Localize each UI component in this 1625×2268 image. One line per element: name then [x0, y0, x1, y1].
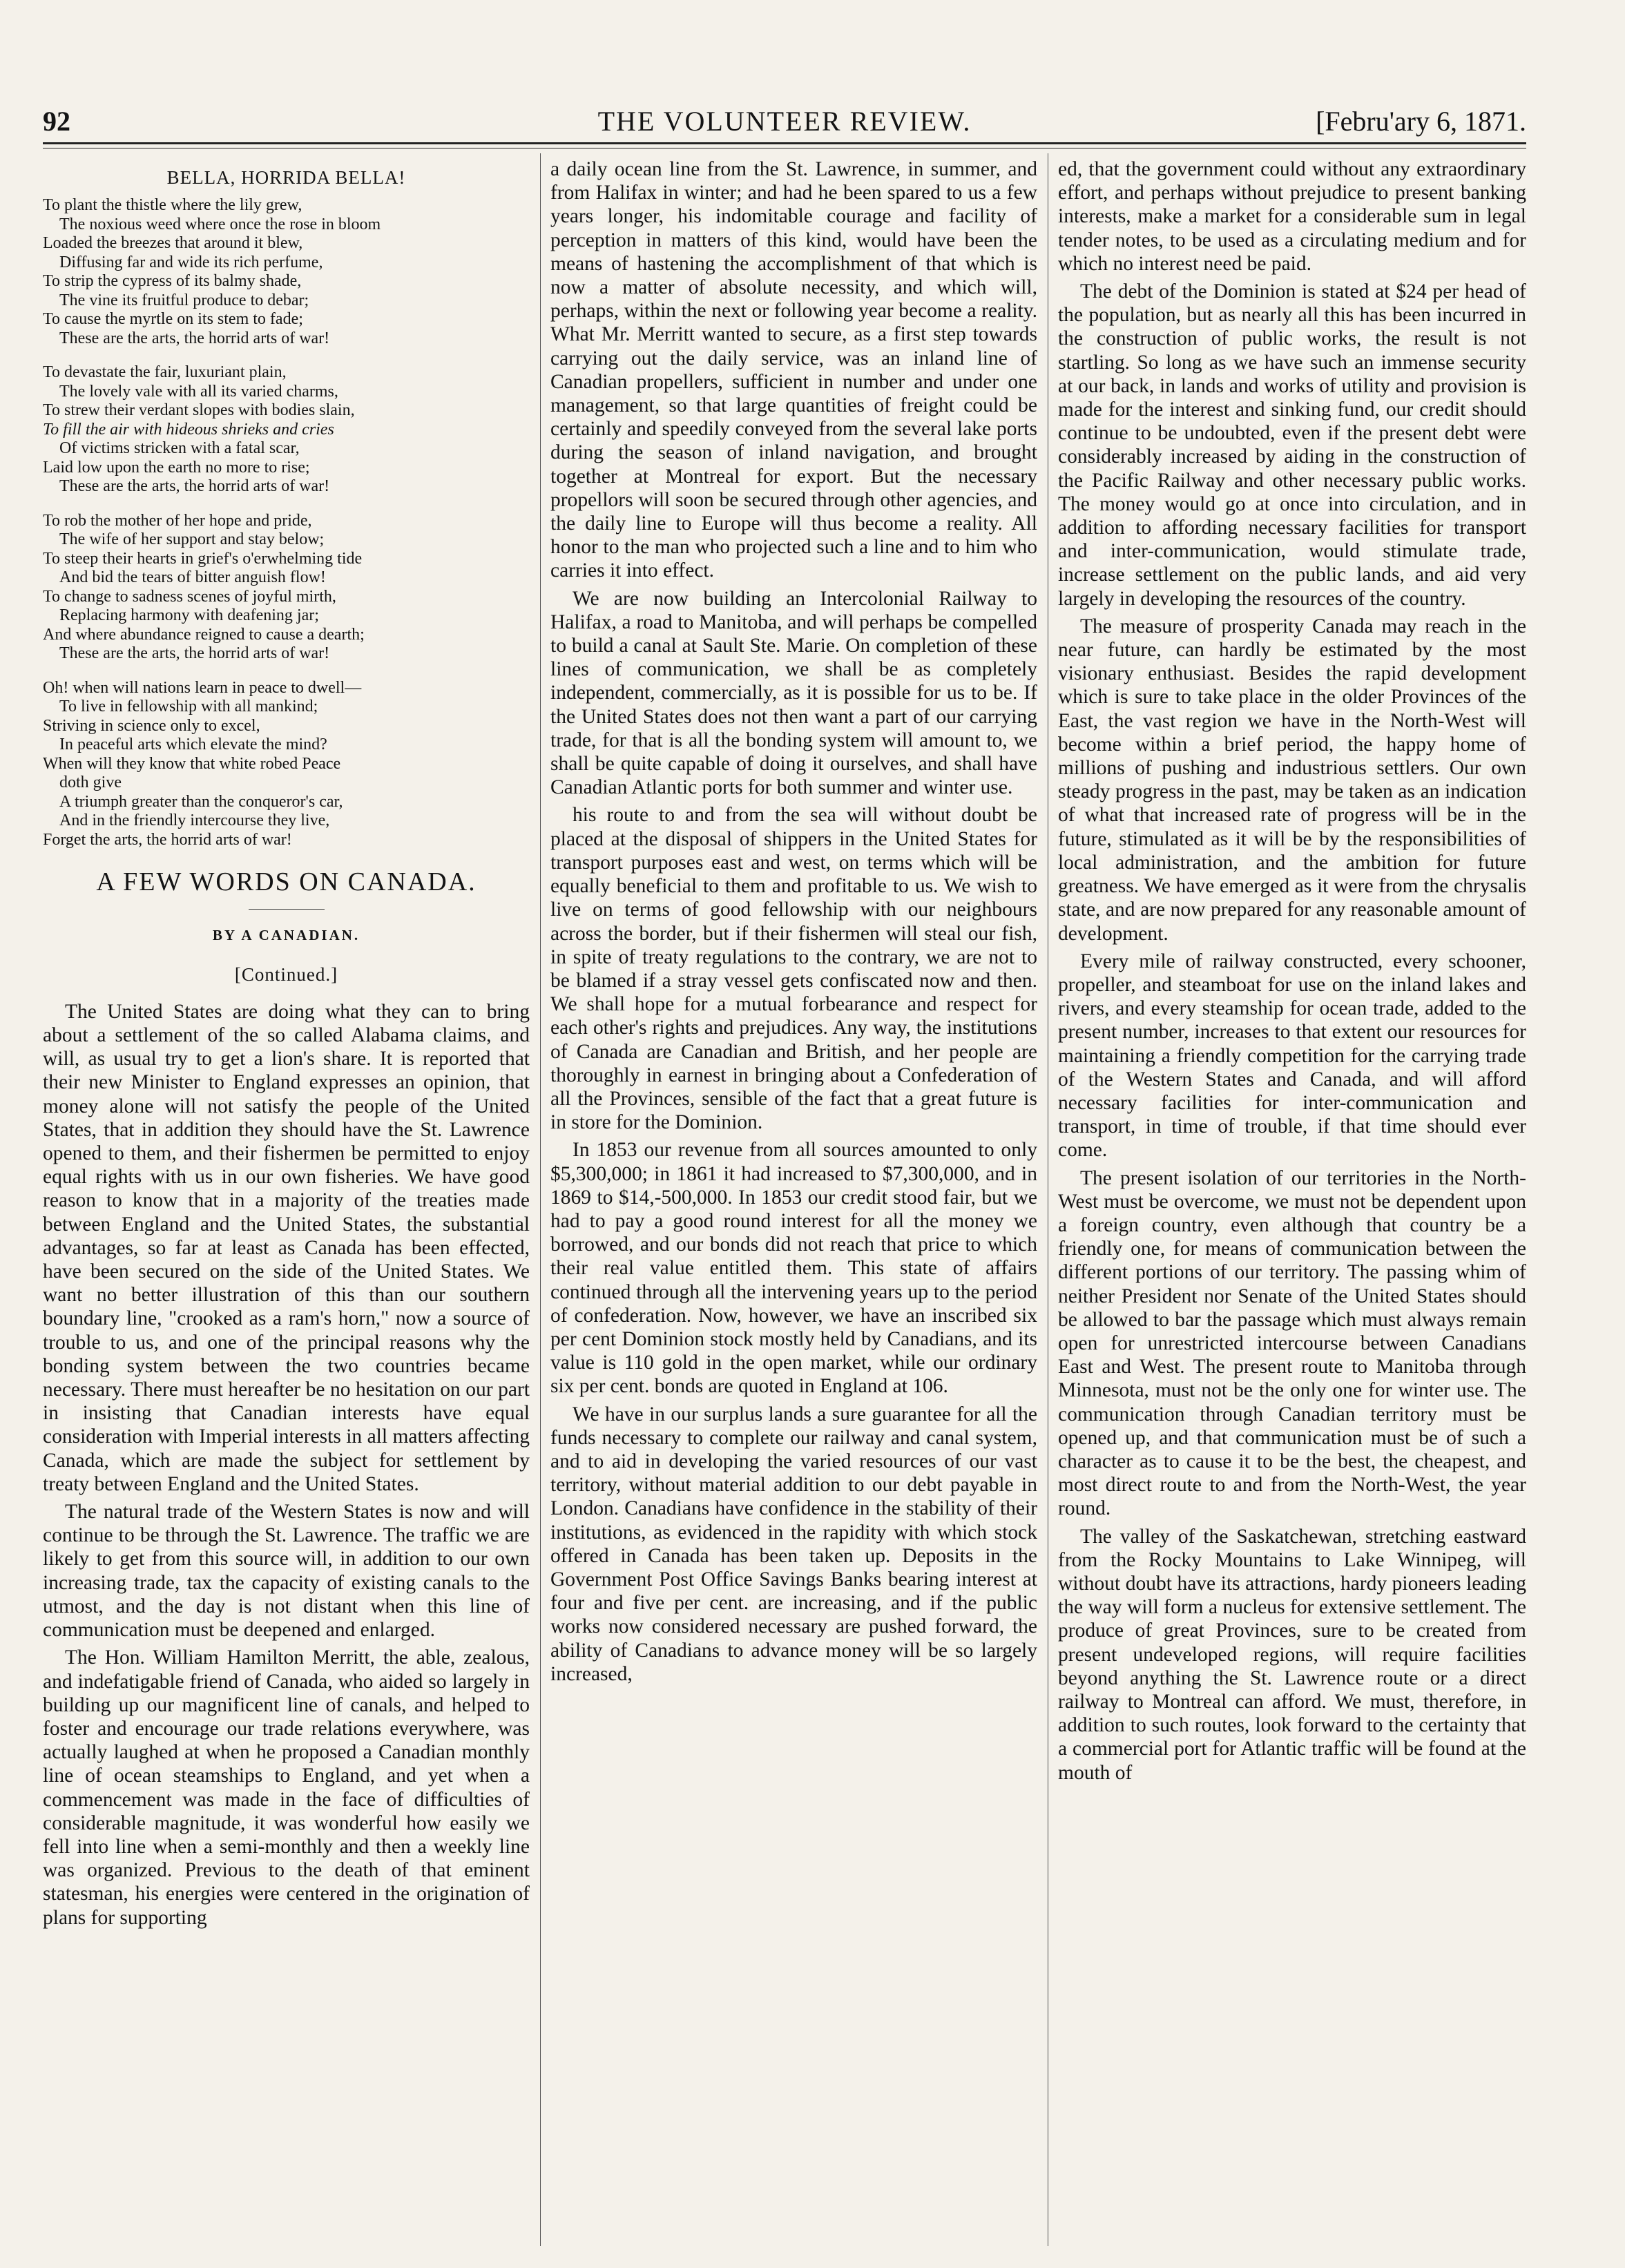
article-paragraph: The valley of the Saskatchewan, stretching eastward from the Rocky Mountains to Lake Winnipeg, will without doubt have its attractions, hardy pioneers leading the way will form a nucleus for extensive settlement. The produce of great Provinces, sure to be created from present undeveloped regions, will require facilities beyond anything the St. Lawrence route or a direct railway to Montreal can afford. We must, therefore, in addition to such routes, look forward to the certainty that a commercial port for Atlantic traffic will be found at the mouth of	[1058, 1525, 1526, 1784]
poem-line: These are the arts, the horrid arts of war!	[59, 477, 330, 496]
article-byline: BY A CANADIAN.	[212, 927, 360, 944]
publication-title: THE VOLUNTEER REVIEW.	[597, 106, 972, 137]
column-2	[550, 157, 1037, 2243]
poem-line: To change to sadness scenes of joyful mirth,	[43, 587, 336, 606]
article-paragraph: The measure of prosperity Canada may reach in the near future, can hardly be estimated by the most visionary enthusiast. Besides the rapid development which is sure to take place in the older Provinces of the East, the vast region we have in the North-West will become within a brief period, the happy home of millions of pushing and industrious settlers. Our own steady progress in the past, may be taken as an indication of what that increased rate of progress will be in the future, stimulated as it will be by the responsibilities of local administration, and the ambition for future greatness. We have emerged as it were from the chrysalis state, and are now prepared for any reasonable amount of development.	[1058, 615, 1526, 945]
poem-line: The noxious weed where once the rose in bloom	[59, 215, 381, 233]
article-paragraph: The United States are doing what they can to bring about a settlement of the so called Alabama claims, and will, as usual try to get a lion's share. It is reported that their new Minister to England expresses an opinion, that money alone will not satisfy the people of the United States, that in addition they should have the St. Lawrence opened to them, and their fishermen be permitted to enjoy equal rights with us in our own fisheries. We have good reason to know that in a majority of the treaties made between England and the United States, the substantial advantages, so far at least as Canada has been effected, have been secured on the side of the United States. We want no better illustration of this than our southern boundary line, "crooked as a ram's horn," now a source of trouble to us, and one of the principal reasons why the bonding system between the two countries became necessary. There must hereafter be no hesitation on our part in insisting that Canadian interests have equal consideration with Imperial interests in all matters affecting Canada, which are made the subject for settlement by treaty between England and the United States.	[43, 1000, 530, 1495]
poem-line: These are the arts, the horrid arts of war!	[59, 329, 330, 347]
article-paragraph: We have in our surplus lands a sure guarantee for all the funds necessary to complete our railway and canal system, and to aid in developing the varied resources of our vast territory, without material addition to our debt payable in London. Canadians have confidence in the stability of their institutions, as evidenced in the rapidity with which stock offered in Canada has been taken up. Deposits in the Government Post Office Savings Banks bearing interest at four and five per cent. are increasing, and if the public works now considered necessary are pushed forward, the ability of Canadians to advance money will be so largely increased,	[550, 1403, 1037, 1685]
poem-line: And in the friendly intercourse they live,	[59, 811, 330, 830]
poem-line: Of victims stricken with a fatal scar,	[59, 439, 300, 458]
poem-stanza	[43, 512, 530, 664]
poem-line: Forget the arts, the horrid arts of war!	[43, 830, 292, 849]
poem-line: Replacing harmony with deafening jar;	[59, 606, 319, 625]
poem-line: To strip the cypress of its balmy shade,	[43, 272, 302, 291]
column-3	[1058, 157, 1526, 2243]
poem-line: To plant the thistle where the lily grew,	[43, 196, 302, 215]
article-paragraph: The Hon. William Hamilton Merritt, the able, zealous, and indefatigable friend of Canada, who aided so largely in building up our magnificent line of canals, and helped to foster and encourage our trade relations everywhere, was actually laughed at when he proposed a Canadian monthly line of ocean steamships to England, and yet when a commencement was made in the face of difficulties of considerable magnitude, it was wonderful how easily we fell into line when a semi-monthly and then a weekly line was organized. Previous to the death of that eminent statesman, his energies were centered in the origination of plans for supporting	[43, 1646, 530, 1929]
issue-date: [Febru'ary 6, 1871.	[1316, 106, 1526, 137]
poem-line: To steep their hearts in grief's o'erwhelming tide	[43, 549, 363, 568]
poem-line: Laid low upon the earth no more to rise;	[43, 458, 310, 477]
title-rule	[249, 909, 325, 910]
page-header	[43, 105, 1526, 138]
poem-line: When will they know that white robed Peace	[43, 754, 341, 773]
poem-line: To strew their verdant slopes with bodies slain,	[43, 401, 355, 420]
poem-line: Striving in science only to excel,	[43, 716, 260, 735]
column-1	[43, 157, 530, 2243]
poem-line: A triumph greater than the conqueror's car,	[59, 792, 343, 811]
poem-line: And where abundance reigned to cause a dearth;	[43, 625, 365, 644]
article-title: A FEW WORDS ON CANADA.	[96, 867, 477, 897]
poem-title: BELLA, HORRIDA BELLA!	[166, 167, 406, 188]
poem-line: The wife of her support and stay below;	[59, 530, 325, 549]
poem-stanza	[43, 679, 530, 850]
article-paragraph: The debt of the Dominion is stated at $24 per head of the population, but as nearly all this has been incurred in the construction of public works, the result is not startling. So long as we have such an immense security at our back, in lands and works of utility and provision is made for the interest and sinking fund, our credit should continue to be undoubted, even if the present debt were considerably increased by aiding in the construction of the Pacific Railway and other necessary public works. The money would go at once into circulation, and in addition to affording necessary facilities for transport and inter-communication, would stimulate trade, increase settlement on the public lands, and aid very largely in developing the resources of the country.	[1058, 280, 1526, 610]
article-paragraph: In 1853 our revenue from all sources amounted to only $5,300,000; in 1861 it had increased to $7,300,000, and in 1869 to $14,-500,000. In 1853 our credit stood fair, but we had to pay a good round interest for all the money we borrowed, and our bonds did not reach that price to which their real value entitled them. This state of affairs continued through all the intervening years up to the period of confederation. Now, however, we have an inscribed six per cent Dominion stock mostly held by Canadians, and its value is 110 gold in the open market, while our ordinary six per cent. bonds are quoted in England at 106.	[550, 1139, 1037, 1398]
poem-stanza	[43, 363, 530, 497]
article-paragraph: his route to and from the sea will without doubt be placed at the disposal of shippers in the United States for transport purposes east and west, on terms which will be equally beneficial to them and profitable to us. We wish to live on terms of good fellowship with our neighbours across the border, but if their fishermen will steal our fish, in spite of treaty regulations to the contrary, we are not to be blamed if a stray vessel gets confiscated now and then. We shall hope for a mutual forbearance and respect for each other's rights and prejudices. Any way, the institutions of Canada are Canadian and British, and her people are thoroughly in earnest in bringing about a Confederation of all the Provinces, sensible of the fact that a great future is in store for the Dominion.	[550, 804, 1037, 1134]
poem-line: doth give	[59, 773, 122, 792]
poem-line: These are the arts, the horrid arts of war!	[59, 644, 330, 663]
poem-line: In peaceful arts which elevate the mind?	[59, 736, 327, 754]
article-paragraph: ed, that the government could without any extraordinary effort, and perhaps without prejudice to present banking interests, make a market for a considerable sum in legal tender notes, to be used as a circulating medium and for which no interest need be paid.	[1058, 158, 1526, 275]
poem-line: To live in fellowship with all mankind;	[59, 698, 318, 716]
poem-line: To devastate the fair, luxuriant plain,	[43, 363, 287, 382]
poem-line: To cause the myrtle on its stem to fade;	[43, 310, 303, 329]
article-paragraph: We are now building an Intercolonial Railway to Halifax, a road to Manitoba, and will perhaps be compelled to build a canal at Sault Ste. Marie. On completion of these lines of communication, we shall be as completely independent, commercially, as it is possible for us to be. If the United States does not then want a part of our carrying trade, for that is all the bonding system will amount to, we shall be quite capable of doing it ourselves, and shall have Canadian Atlantic ports for both summer and winter use.	[550, 587, 1037, 799]
poem-stanza	[43, 196, 530, 348]
article-paragraph: Every mile of railway constructed, every schooner, propeller, and steamboat for use on the inland lakes and rivers, and every steamship for ocean trade, added to the present number, increases to that extent our resources for maintaining a friendly competition for the carrying trade of the Western States and Canada, and will afford necessary facilities for inter-communication and transport, in time of trouble, if that time should ever come.	[1058, 950, 1526, 1162]
article-paragraph: The present isolation of our territories in the North-West must be overcome, we must not be dependent upon a foreign country, even although that country be a friendly one, for means of communication between the different portions of our territory. The passing whim of neither President nor Senate of the United States should be allowed to bar the passage which must always remain open for unrestricted intercourse between Canadians East and West. The present route to Manitoba through Minnesota, must not be the only one for winter use. The communication through Canadian territory must be opened up, and that communication must be of such a character as to cause it to be the best, the cheapest, and most direct route to and from the North-West, the year round.	[1058, 1166, 1526, 1520]
poem-line: Diffusing far and wide its rich perfume,	[59, 253, 323, 271]
continued-note: [Continued.]	[234, 963, 338, 985]
poem-line: The vine its fruitful produce to debar;	[59, 291, 309, 309]
article-paragraph: The natural trade of the Western States is now and will continue to be through the St. Lawrence. The traffic we are likely to get from this source will, in addition to our own increasing trade, tax the capacity of existing canals to the utmost, and the day is not distant when this line of communication must be deepened and enlarged.	[43, 1501, 530, 1642]
column-divider	[540, 153, 541, 2246]
poem-line: To fill the air with hideous shrieks and cries	[43, 420, 334, 439]
poem-line: Loaded the breezes that around it blew,	[43, 234, 303, 253]
poem-line: Oh! when will nations learn in peace to dwell—	[43, 678, 362, 697]
page-number: 92	[43, 106, 70, 137]
poem-line: To rob the mother of her hope and pride,	[43, 511, 312, 530]
poem-line: And bid the tears of bitter anguish flow!	[59, 568, 326, 587]
header-rule	[43, 142, 1526, 144]
article-paragraph: a daily ocean line from the St. Lawrence, in summer, and from Halifax in winter; and had he been spared to us a few years longer, his indomitable courage and facility of perception in matters of this kind, would have been the means of hastening the accomplishment of that which is now a matter of absolute necessity, and which will, perhaps, within the next or following year become a reality. What Mr. Merritt wanted to secure, as a first step towards carrying out the daily service, was an inland line of Canadian propellers, sufficient in number and under one management, so that large quantities of freight could be certainly and speedily conveyed from the several lake ports during the season of inland navigation, and brought together at Montreal for export. But the necessary propellors will soon be secured through other agencies, and the daily line to Europe will thus become a reality. All honor to the man who projected such a line and to him who carries it into effect.	[550, 158, 1037, 582]
poem-line: The lovely vale with all its varied charms,	[59, 382, 338, 401]
